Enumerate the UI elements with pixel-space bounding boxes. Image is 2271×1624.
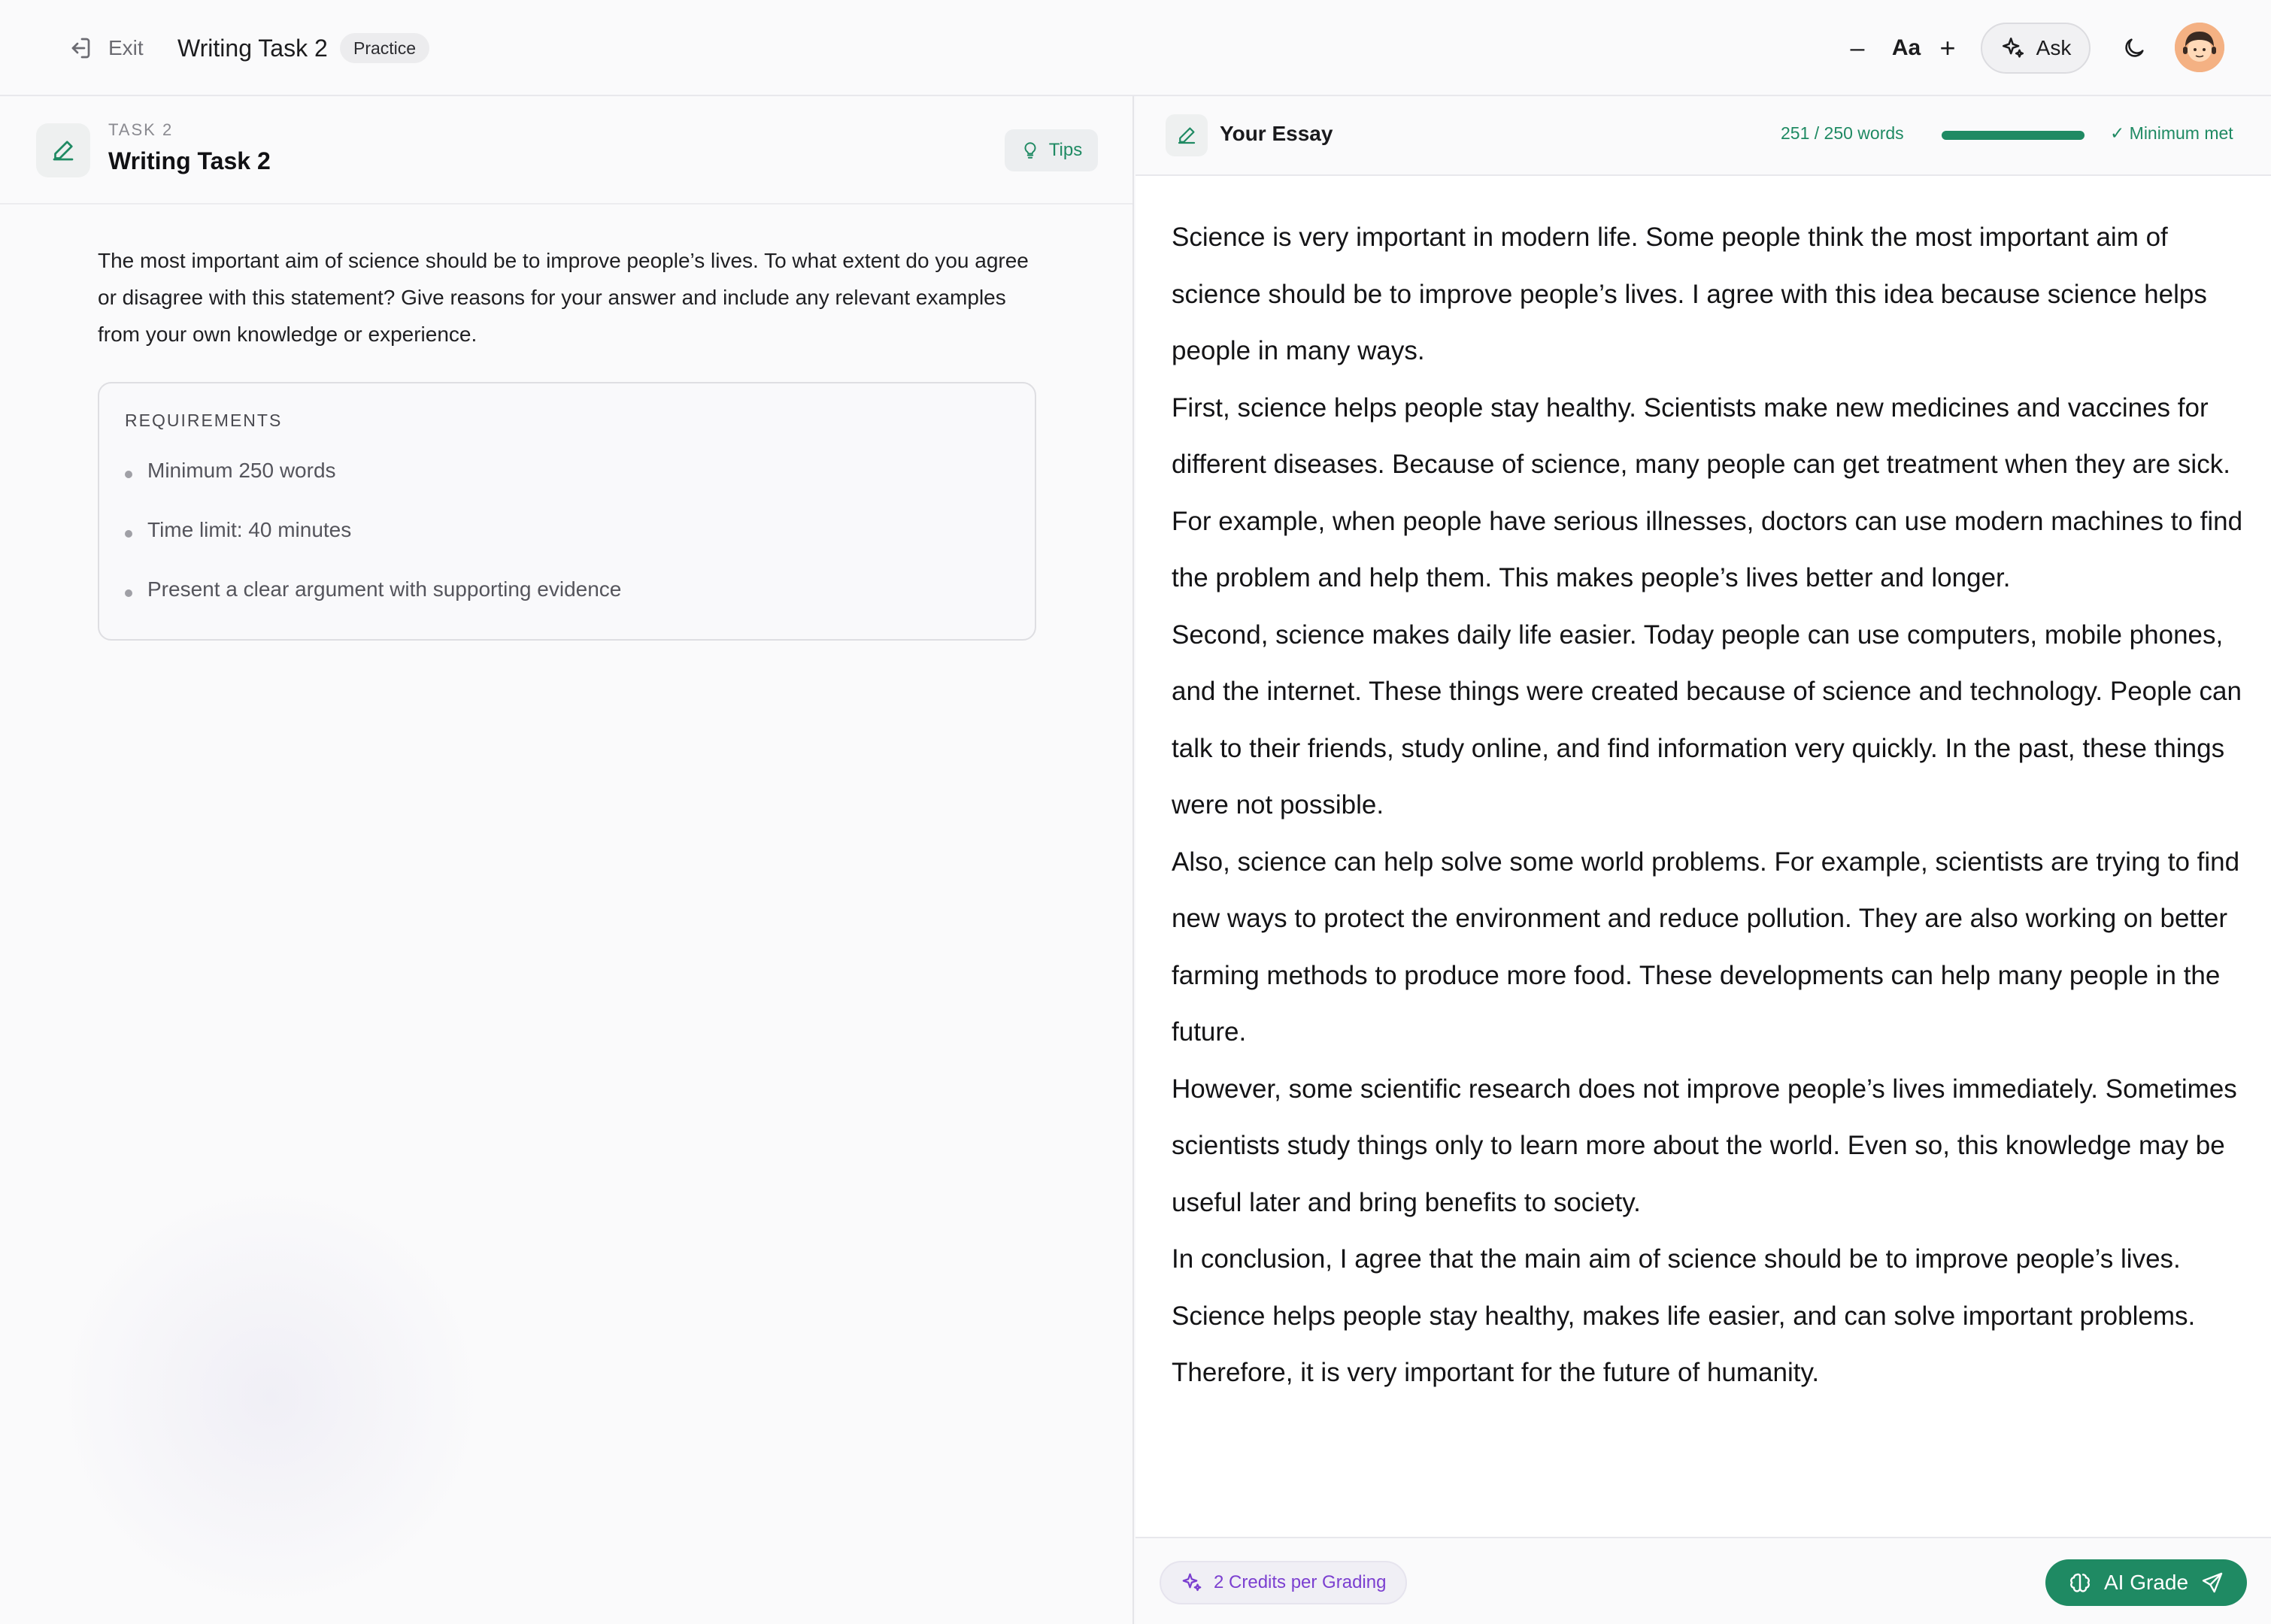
pencil-icon (1175, 124, 1198, 147)
practice-badge: Practice (340, 33, 429, 63)
ai-grade-button[interactable] (2045, 1559, 2247, 1606)
requirements-list (125, 459, 621, 637)
brain-icon (2068, 1571, 2092, 1595)
word-progress-bar (1942, 131, 2085, 140)
essay-paragraph: In conclusion, I agree that the main aim of science should be to improve people’s lives. Science helps people stay healthy, makes life easier, and can solve important problems. Therefore, it is very important for the future of humanity. (1172, 1244, 2196, 1387)
ask-label: Ask (2036, 36, 2072, 59)
essay-header (1136, 96, 2271, 176)
ai-grade-label: AI Grade (2103, 1571, 2189, 1594)
essay-panel (1136, 96, 2271, 1624)
top-bar (0, 0, 2271, 96)
font-decrease-button[interactable]: – (1850, 33, 1865, 62)
task-prompt: The most important aim of science should be to improve people’s lives. To what extent do you agree or disagree with this statement? Give reasons for your answer and include any relevant examples from your own knowledge or experience. (98, 249, 1029, 346)
essay-paragraph: Also, science can help solve some world problems. For example, scientists are trying to find new ways to protect the environment and reduce pollution. They are also working on better farming methods to produce more food. These developments can help many people in the future. (1172, 847, 2240, 1047)
task-kicker: TASK 2 (108, 120, 174, 139)
task-icon-box (36, 123, 90, 177)
font-size-label[interactable]: Aa (1891, 35, 1921, 60)
minimum-met-status: ✓ Minimum met (2110, 123, 2233, 143)
user-avatar-icon (2175, 23, 2224, 72)
essay-paragraph: Second, science makes daily life easier. Today people can use computers, mobile phones, and the internet. These things were created because of science and technology. People can talk to their friends, study online, and find information very quickly. In the past, these things were not possible. (1172, 620, 2242, 820)
credits-label: 2 Credits per Grading (1214, 1572, 1387, 1592)
sparkle-icon (2000, 35, 2026, 61)
pencil-icon (50, 137, 77, 164)
word-count: 251 / 250 words (1781, 123, 1904, 143)
exit-icon (66, 35, 93, 62)
exit-label: Exit (108, 36, 144, 59)
tips-label: Tips (1048, 140, 1083, 160)
lightbulb-icon (1020, 141, 1040, 160)
page-title: Writing Task 2 (177, 35, 328, 62)
word-progress-fill (1942, 131, 2085, 140)
essay-paragraph: However, some scientific research does not improve people’s lives immediately. Sometimes scientists study things only to learn more about the world. Even so, this knowledge may be useful later and bring benefits to society. (1172, 1074, 2237, 1217)
requirements-box (98, 382, 1036, 641)
tips-button[interactable] (1005, 129, 1098, 171)
theme-toggle-button[interactable] (2112, 23, 2157, 74)
essay-icon-box (1166, 114, 1208, 156)
moon-icon (2121, 35, 2147, 61)
requirements-title: REQUIREMENTS (125, 411, 283, 430)
essay-footer (1136, 1537, 2271, 1624)
essay-paragraph: First, science helps people stay healthy. Scientists make new medicines and vaccines for different diseases. Because of science, many people can get treatment when they are sick. For example, when people have serious illnesses, doctors can use modern machines to find the problem and help them. This makes people’s lives better and longer. (1172, 392, 2243, 592)
avatar[interactable] (2175, 23, 2224, 72)
exit-button[interactable] (66, 30, 144, 66)
send-icon (2200, 1571, 2224, 1595)
task-title: Writing Task 2 (108, 147, 271, 174)
essay-title: Your Essay (1220, 122, 1333, 145)
requirement-item: Time limit: 40 minutes (125, 518, 621, 577)
credits-badge (1160, 1561, 1407, 1604)
ask-button[interactable] (1981, 23, 2091, 74)
task-header (0, 96, 1132, 205)
requirement-item: Present a clear argument with supporting evidence (125, 577, 621, 637)
font-increase-button[interactable]: + (1939, 32, 1956, 63)
task-panel (0, 96, 1134, 1624)
essay-textarea[interactable] (1172, 209, 2247, 1401)
essay-paragraph: Science is very important in modern life. Some people think the most important aim of science should be to improve people’s lives. I agree with this idea because science helps people in many ways. (1172, 223, 2207, 365)
requirement-item: Minimum 250 words (125, 459, 621, 518)
sparkle-icon (1181, 1571, 1203, 1594)
